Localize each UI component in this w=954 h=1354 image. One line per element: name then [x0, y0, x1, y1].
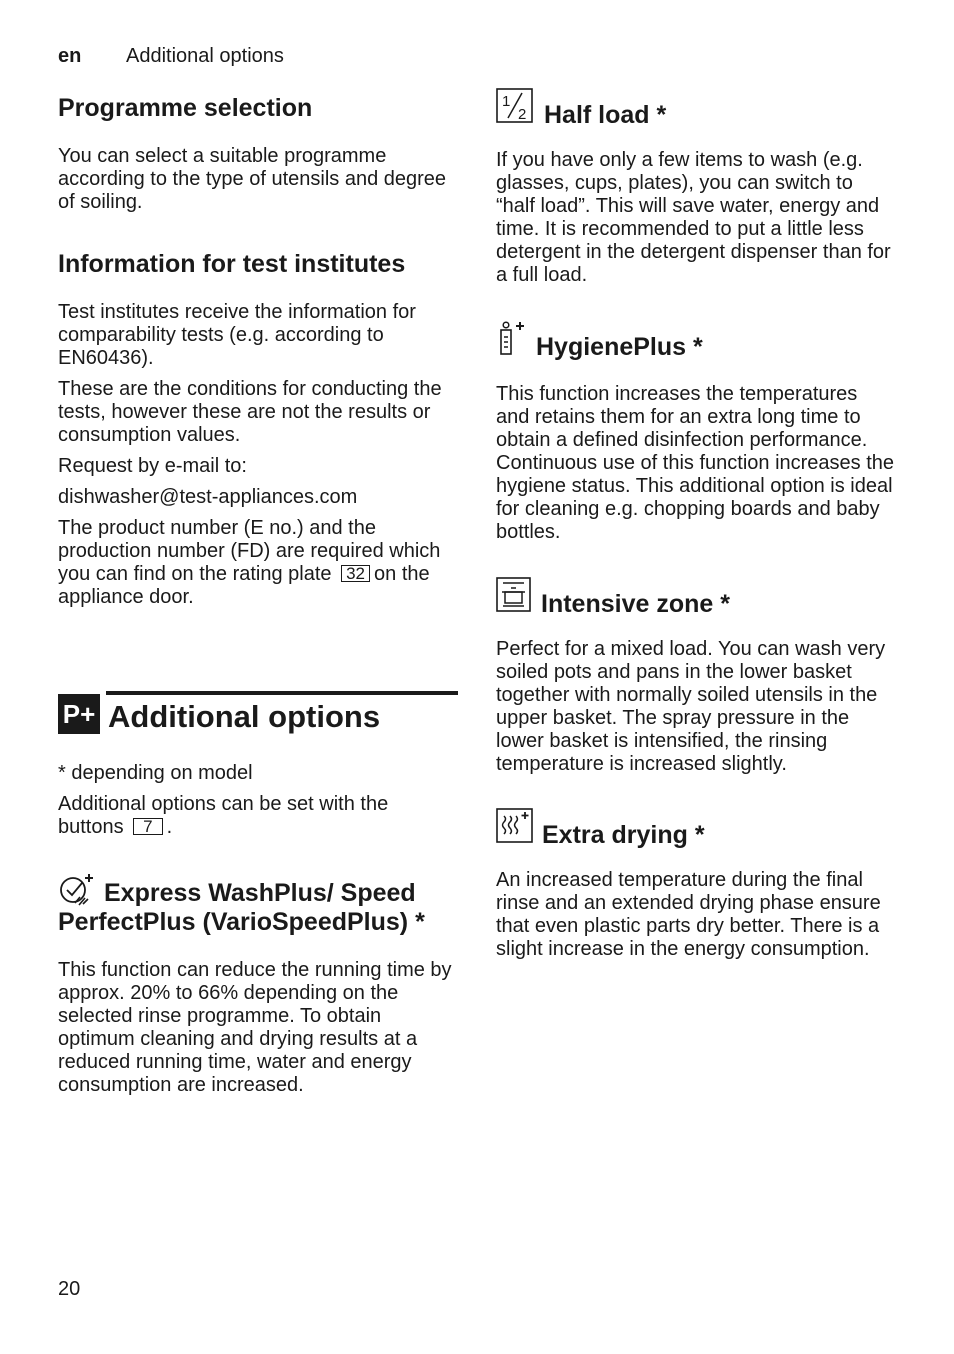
half-load-text: If you have only a few items to wash (e.g. glasses, cups, plates), you can switch to “half load”. This will save water, energy and time. It is recommended to put a little less detergent in the detergent dispenser than for a full load.: [496, 149, 891, 286]
right-column: [496, 88, 896, 961]
hygiene-heading-row: [496, 320, 896, 362]
half-load-heading: Half load *: [544, 101, 667, 130]
section-rule: [106, 691, 458, 695]
clock-plus-icon: [58, 871, 98, 907]
test-institutes-heading: Information for test institutes: [58, 249, 406, 278]
intensive-text: Perfect for a mixed load. You can wash very soiled pots and pans in the lower basket together with normally soiled utensils in the upper basket. The spray pressure in the lower basket is intensified, the rinsing temperature is increased slightly.: [496, 638, 886, 775]
buttons-ref: 7: [133, 818, 162, 835]
request-email-label: Request by e-mail to:: [58, 454, 247, 477]
buttons-text-a: Additional options can be set with the buttons: [58, 793, 389, 838]
page-number: 20: [58, 1278, 81, 1300]
express-section: [58, 879, 458, 1097]
rating-plate-text: [58, 517, 458, 609]
steam-plus-icon: [496, 808, 534, 844]
half-load-heading-row: [496, 88, 896, 130]
half-icon: [496, 88, 534, 124]
express-text: This function can reduce the running time by approx. 20% to 66% depending on the selected rinse programme. To obtain optimum cleaning and drying results at a reduced running time, water and energy consumption are increased.: [58, 958, 452, 1096]
test-institutes-text-1: Test institutes receive the information for comparability tests (e.g. according to EN60436).: [58, 300, 416, 369]
left-column: [58, 94, 458, 609]
additional-options-section-header: [58, 691, 458, 737]
p-plus-badge-icon: P+: [58, 694, 100, 734]
test-institutes-text-2: These are the conditions for conducting the tests, however these are not the results or consumption values.: [58, 377, 442, 446]
drying-heading: Extra drying *: [542, 821, 705, 850]
additional-options-heading: Additional options: [108, 699, 381, 734]
running-header-title: Additional options: [126, 45, 284, 67]
drying-heading-row: [496, 808, 896, 850]
depending-on-model-note: * depending on model: [58, 762, 253, 784]
hygiene-heading: HygienePlus *: [536, 333, 703, 362]
language-code: en: [58, 45, 82, 67]
programme-selection-heading: Programme selection: [58, 94, 313, 122]
intensive-heading: Intensive zone *: [541, 590, 730, 619]
thermometer-plus-icon: [496, 320, 528, 358]
programme-selection-text: You can select a suitable programme according to the type of utensils and degree of soiling.: [58, 144, 447, 213]
rating-plate-text-a: The product number (E no.) and the production number (FD) are required which you can find on the rating plate: [58, 516, 441, 585]
rating-plate-text-b: on the appliance door.: [58, 562, 430, 608]
express-heading: Express WashPlus/ Speed PerfectPlus (VarioSpeedPlus) *: [58, 879, 425, 936]
buttons-text: [58, 793, 458, 839]
svg-text:2: 2: [518, 106, 527, 123]
rating-plate-ref: 32: [341, 565, 370, 582]
pot-icon: [496, 577, 532, 613]
test-email-address[interactable]: dishwasher@test-appliances.com: [58, 485, 358, 508]
drying-text: An increased temperature during the final rinse and an extended drying phase ensure that even plastic parts dry better. There is a slight increase in the energy consumption.: [496, 869, 881, 960]
hygiene-text: This function increases the temperatures and retains them for an extra long time to obtain a defined disinfection performance. Continuous use of this function increases the hygiene status. This additional option is ideal for cleaning e.g. chopping boards and baby bottles.: [496, 383, 895, 543]
svg-text:1: 1: [502, 93, 511, 110]
additional-options-body: [58, 762, 458, 1097]
buttons-text-b: .: [166, 816, 173, 838]
intensive-heading-row: [496, 577, 896, 619]
